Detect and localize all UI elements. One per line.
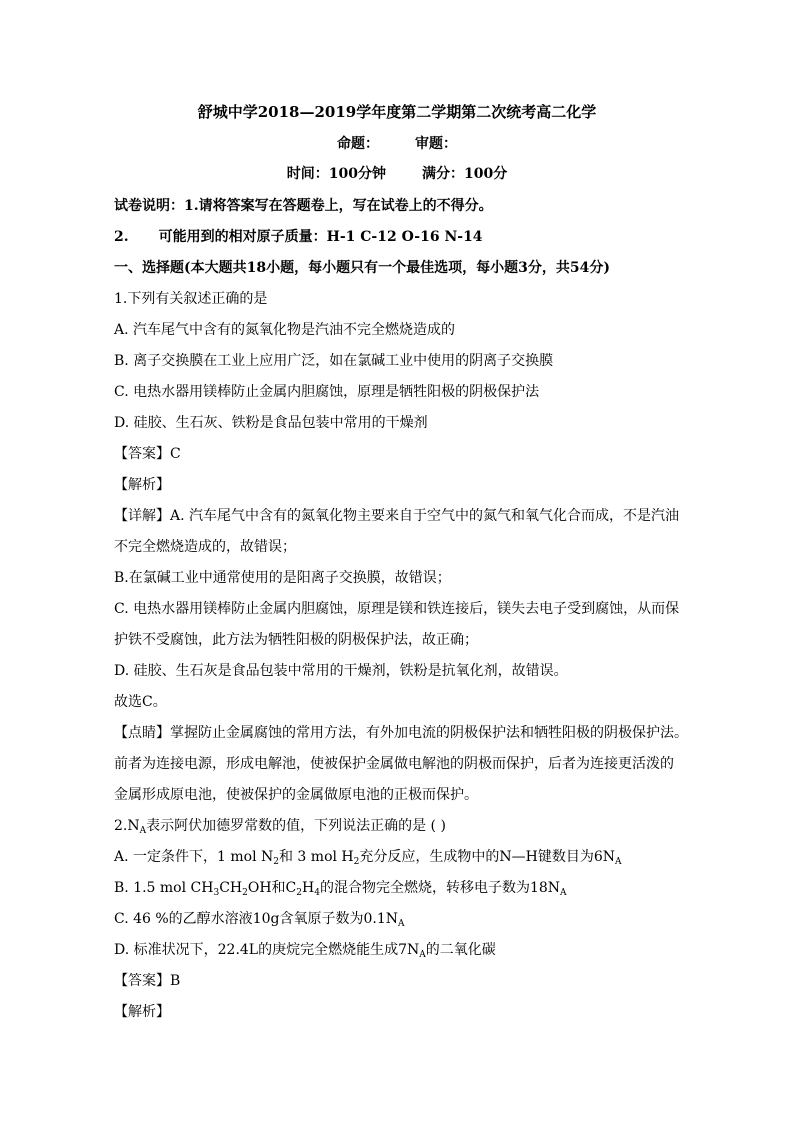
q2-answer: 【答案】B [114, 973, 181, 989]
q1-detail-3: B.在氯碱工业中通常使用的是阳离子交换膜，故错误； [114, 570, 451, 586]
q1-detail-2: 不完全燃烧造成的，故错误； [114, 539, 296, 555]
instruction-1: 试卷说明：1.请将答案写在答题卷上，写在试卷上的不得分。 [114, 198, 493, 214]
q2-c-sub: A [397, 919, 405, 929]
q1-note-2: 前者为连接电源，形成电解池，使被保护金属做电解池的阴极而保护，后者为连接更活泼的 [114, 756, 674, 772]
q2-a-sub: A [615, 857, 622, 867]
q1-answer: 【答案】C [114, 446, 181, 462]
q2-stem-part: 2.N [114, 818, 140, 834]
section-heading: 一、选择题(本大题共18小题，每小题只有一个最佳选项，每小题3分，共54分) [114, 260, 610, 276]
q2-d-sub: A [419, 950, 426, 960]
q2-analysis: 【解析】 [114, 1004, 170, 1020]
exam-title: 舒城中学2018—2019学年度第二学期第二次统考高二化学 [197, 103, 597, 121]
instruction-2-number: 2. [114, 229, 129, 245]
q1-option-d: D. 硅胶、生石灰、铁粉是食品包装中常用的干燥剂 [114, 415, 428, 431]
instruction-2-text: 可能用到的相对原子质量：H-1 C-12 O-16 N-14 [158, 229, 483, 245]
q1-detail-1: 【详解】A. 汽车尾气中含有的氮氧化物主要来自于空气中的氮气和氧气化合而成，不是汽油 [114, 508, 680, 524]
time-score-line [0, 164, 794, 184]
shenti-label: 审题： [415, 136, 457, 152]
q2-c-part: C. 46 %的乙醇水溶液10g含氧原子数为0.1N [114, 911, 398, 927]
q2-a-part: 充分反应，生成物中的N—H键数目为6N [359, 849, 615, 865]
q2-a-part: 和 3 mol H [278, 849, 354, 865]
q1-option-a: A. 汽车尾气中含有的氮氧化物是汽油不完全燃烧造成的 [114, 322, 456, 338]
q2-d-part: D. 标准状况下，22.4L的庚烷完全燃烧能生成7N [114, 942, 420, 958]
instruction-2 [114, 227, 714, 247]
q2-option-a [114, 847, 714, 867]
q1-note-1: 【点睛】掌握防止金属腐蚀的常用方法，有外加电流的阴极保护法和牺牲阳极的阴极保护法。 [114, 725, 688, 741]
q2-b-part: H [302, 880, 315, 896]
q2-b-part: OH和C [247, 880, 297, 896]
q2-stem-rest: 表示阿伏加德罗常数的值，下列说法正确的是 ( ) [146, 818, 446, 834]
q2-b-sub: 2 [296, 888, 302, 898]
q2-b-part: 的混合物完全燃烧，转移电子数为18N [319, 880, 561, 896]
q2-option-d [114, 940, 714, 960]
time-label: 时间：100分钟 [286, 166, 386, 182]
mingti-label: 命题： [337, 136, 379, 152]
q1-option-b: B. 离子交换膜在工业上应用广泛，如在氯碱工业中使用的阴离子交换膜 [114, 353, 554, 369]
q1-analysis: 【解析】 [114, 477, 170, 493]
q1-stem: 1.下列有关叙述正确的是 [114, 291, 268, 307]
score-label: 满分：100分 [422, 166, 508, 182]
q2-a-part: A. 一定条件下，1 mol N [114, 849, 274, 865]
q2-b-sub: 4 [314, 888, 320, 898]
q2-option-b [114, 878, 714, 898]
q2-option-c [114, 909, 714, 929]
q2-stem-sub: A [139, 826, 147, 836]
q1-choose: 故选C。 [114, 694, 167, 710]
q2-b-sub: 3 [213, 888, 220, 898]
q2-a-sub: 2 [273, 857, 279, 867]
author-line [0, 134, 794, 154]
q1-option-c: C. 电热水器用镁棒防止金属内胆腐蚀，原理是牺牲阳极的阴极保护法 [114, 384, 540, 400]
q2-b-sub: 2 [242, 888, 248, 898]
q2-d-part: 的二氧化碳 [425, 942, 496, 958]
q2-stem [114, 816, 714, 836]
q1-detail-4: C. 电热水器用镁棒防止金属内胆腐蚀，原理是镁和铁连接后，镁失去电子受到腐蚀，从而保 [114, 601, 680, 617]
q2-b-part: CH [219, 880, 243, 896]
q1-detail-6: D. 硅胶、生石灰是食品包装中常用的干燥剂，铁粉是抗氧化剂，故错误。 [114, 663, 568, 679]
q2-b-sub: A [560, 888, 567, 898]
q1-note-3: 金属形成原电池，使被保护的金属做原电池的正极而保护。 [114, 787, 478, 803]
q1-detail-5: 护铁不受腐蚀，此方法为牺牲阳极的阴极保护法，故正确； [114, 632, 478, 648]
q2-a-sub: 2 [353, 857, 360, 867]
q2-b-part: B. 1.5 mol CH [114, 880, 214, 896]
